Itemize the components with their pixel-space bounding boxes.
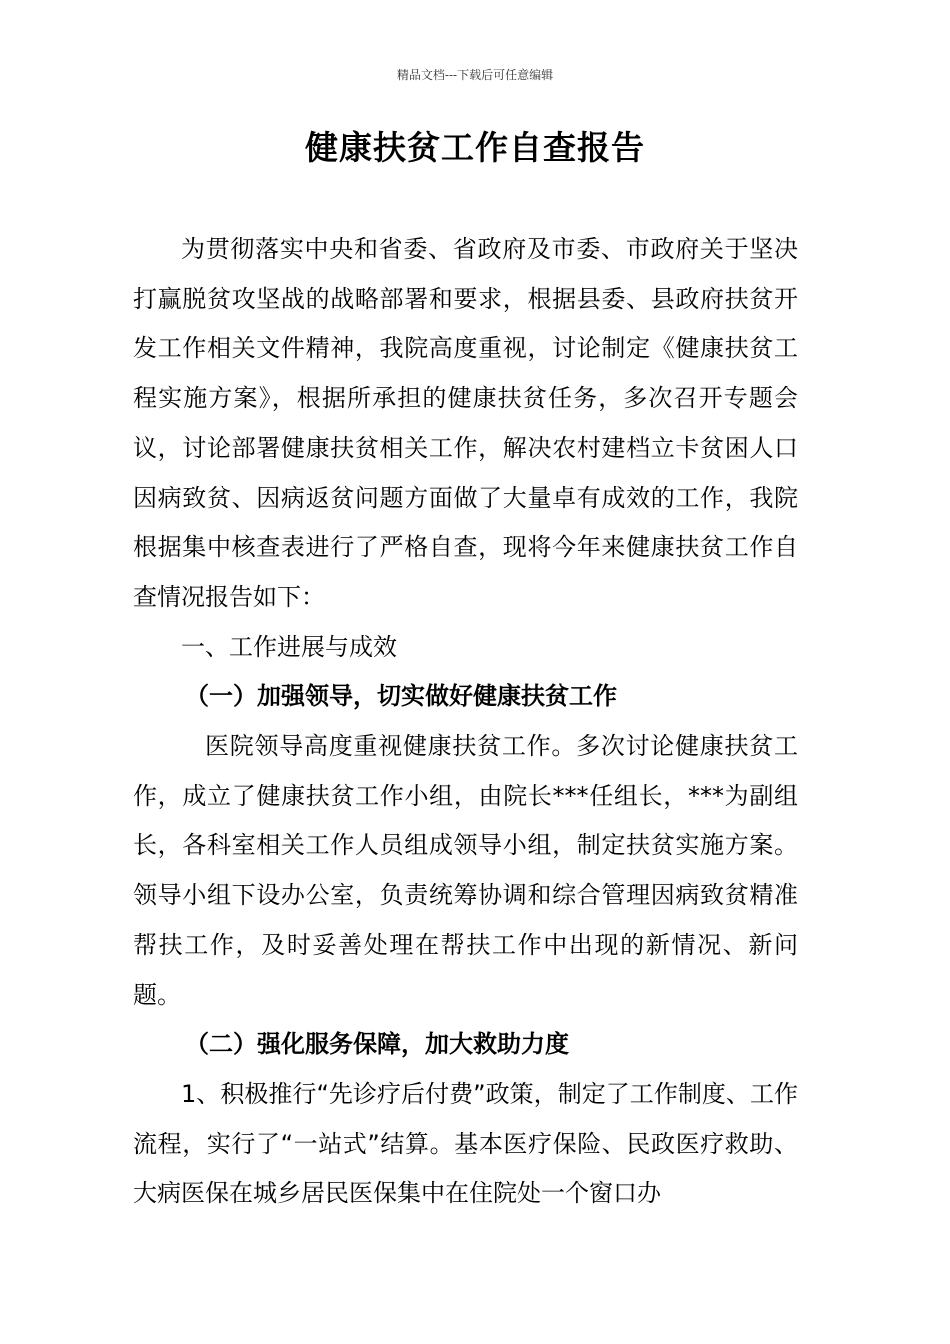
subsection-heading-1: （一）加强领导，切实做好健康扶贫工作 (185, 682, 617, 711)
page-title: 健康扶贫工作自查报告 (305, 128, 645, 167)
intro-paragraph: 为贯彻落实中央和省委、省政府及市委、市政府关于坚决打赢脱贫攻坚战的战略部署和要求，根据县委、县政府扶贫开发工作相关文件精神，我院高度重视，讨论制定《健康扶贫工程实施方案》，根据所承担的健康扶贫任务，多次召开专题会议，讨论部署健康扶贫相关工作，解决农村建档立卡贫困人口因病致贫、因病返贫问题方面做了大量卓有成效的工作，我院根据集中核查表进行了严格自查，现将今年来健康扶贫工作自查情况报告如下： (133, 235, 798, 611)
watermark: 精品文档---下载后可任意编辑 (396, 68, 554, 82)
subsection-heading-2: （二）强化服务保障，加大救助力度 (185, 1030, 569, 1059)
document-body (133, 225, 798, 1219)
subsection-2-paragraph: 1、积极推行“先诊疗后付费”政策，制定了工作制度、工作流程，实行了“一站式”结算。基本医疗保险、民政医疗救助、大病医保在城乡居民医保集中在住院处一个窗口办 (133, 1079, 798, 1208)
section-heading-1: 一、工作进展与成效 (181, 632, 397, 661)
subsection-1-paragraph: 医院领导高度重视健康扶贫工作。多次讨论健康扶贫工作，成立了健康扶贫工作小组，由院长***任组长，***为副组长，各科室相关工作人员组成领导小组，制定扶贫实施方案。领导小组下设办公室，负责统筹协调和综合管理因病致贫精准帮扶工作，及时妥善处理在帮扶工作中出现的新情况、新问题。 (133, 732, 798, 1009)
